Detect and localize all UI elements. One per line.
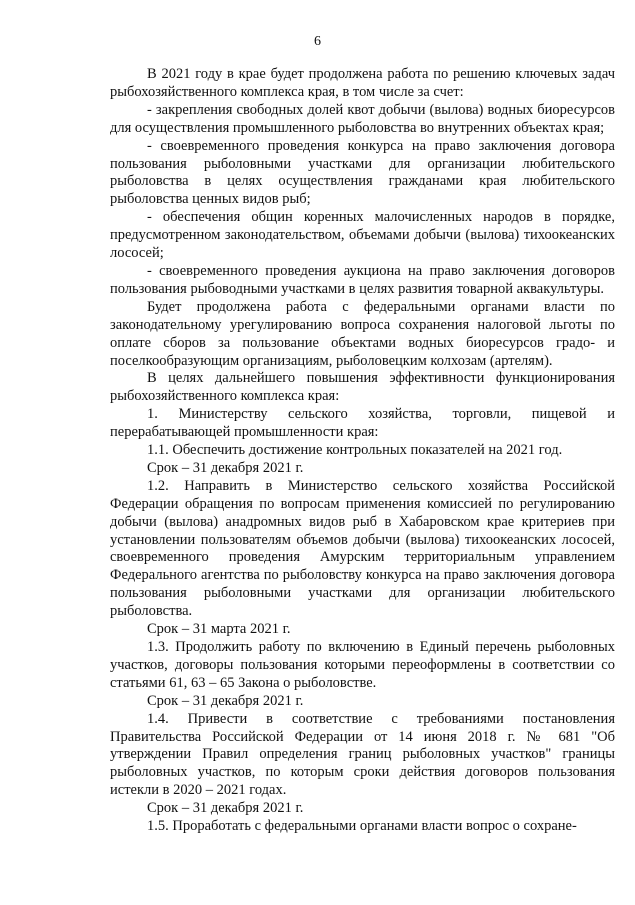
paragraph-bullet-auction: - своевременного проведения аукциона на право заключения договоров пользования рыбоводными участками в целях развития товарной аквакультуры. <box>110 262 615 297</box>
paragraph-item-1-3: 1.3. Продолжить работу по включению в Единый перечень рыболовных участков, договоры пользования которыми переоформлены в соответствии со статьями 61, 63 – 65 Закона о рыболовстве. <box>110 639 615 691</box>
paragraph-bullet-communities: - обеспечения общин коренных малочисленных народов в порядке, предусмотренном законодательством, объемами добычи (вылова) тихоокеанских лососей; <box>110 209 615 262</box>
deadline-item-1-1: Срок – 31 декабря 2021 г. <box>147 459 304 476</box>
paragraph-bullet-quotas: - закрепления свободных долей квот добычи (вылова) водных биоресурсов для осуществления промышленного рыболовства во внутренних объектах края; <box>110 101 615 136</box>
paragraph-intro: В 2021 году в крае будет продолжена работа по решению ключевых задач рыбохозяйственного комплекса края, в том числе за счет: <box>110 66 615 100</box>
document-body <box>110 66 615 836</box>
paragraph-item-1-1: 1.1. Обеспечить достижение контрольных показателей на 2021 год. <box>147 442 563 459</box>
paragraph-bullet-contest: - своевременного проведения конкурса на право заключения договора пользования рыболовными участками для организации любительского рыболовства в целях осуществления гражданами края любительского рыболовства ценных видов рыб; <box>110 137 615 208</box>
paragraph-efficiency: В целях дальнейшего повышения эффективности функционирования рыбохозяйственного комплекса края: <box>110 370 615 405</box>
paragraph-item-1-4: 1.4. Привести в соответствие с требованиями постановления Правительства Российской Федерации от 14 июня 2018 г. № 681 "Об утверждении Правил определения границ рыболовных участков" границы рыболовных участков, по которым сроки действия договоров пользования истекли в 2020 – 2021 годах. <box>110 710 615 799</box>
deadline-item-1-3: Срок – 31 декабря 2021 г. <box>147 692 304 709</box>
page-number: 6 <box>314 34 321 49</box>
paragraph-item-1-2: 1.2. Направить в Министерство сельского хозяйства Российской Федерации обращения по вопросам применения комиссией по регулированию добычи (вылова) анадромных видов рыб в Хабаровском крае критериев при установлении пользователям объемов добычи (вылова) тихоокеанских лососей, своевременного проведения Амурским территориальным управлением Федерального агентства по рыболовству конкурса на право заключения договора пользования рыболовными участками для организации любительского рыболовства. <box>110 477 615 620</box>
deadline-item-1-4: Срок – 31 декабря 2021 г. <box>147 800 304 817</box>
paragraph-tax-benefit: Будет продолжена работа с федеральными органами власти по законодательному урегулированию вопроса сохранения налоговой льготы по оплате сборов за пользование объектами водных биоресурсов градо- и поселкообразующим организациям, рыболовецким колхозам (артелям). <box>110 298 615 369</box>
deadline-item-1-2: Срок – 31 марта 2021 г. <box>147 621 291 638</box>
paragraph-item-1: 1. Министерству сельского хозяйства, торговли, пищевой и перерабатывающей промышленности края: <box>110 406 615 441</box>
paragraph-item-1-5: 1.5. Проработать с федеральными органами власти вопрос о сохране- <box>147 818 577 835</box>
